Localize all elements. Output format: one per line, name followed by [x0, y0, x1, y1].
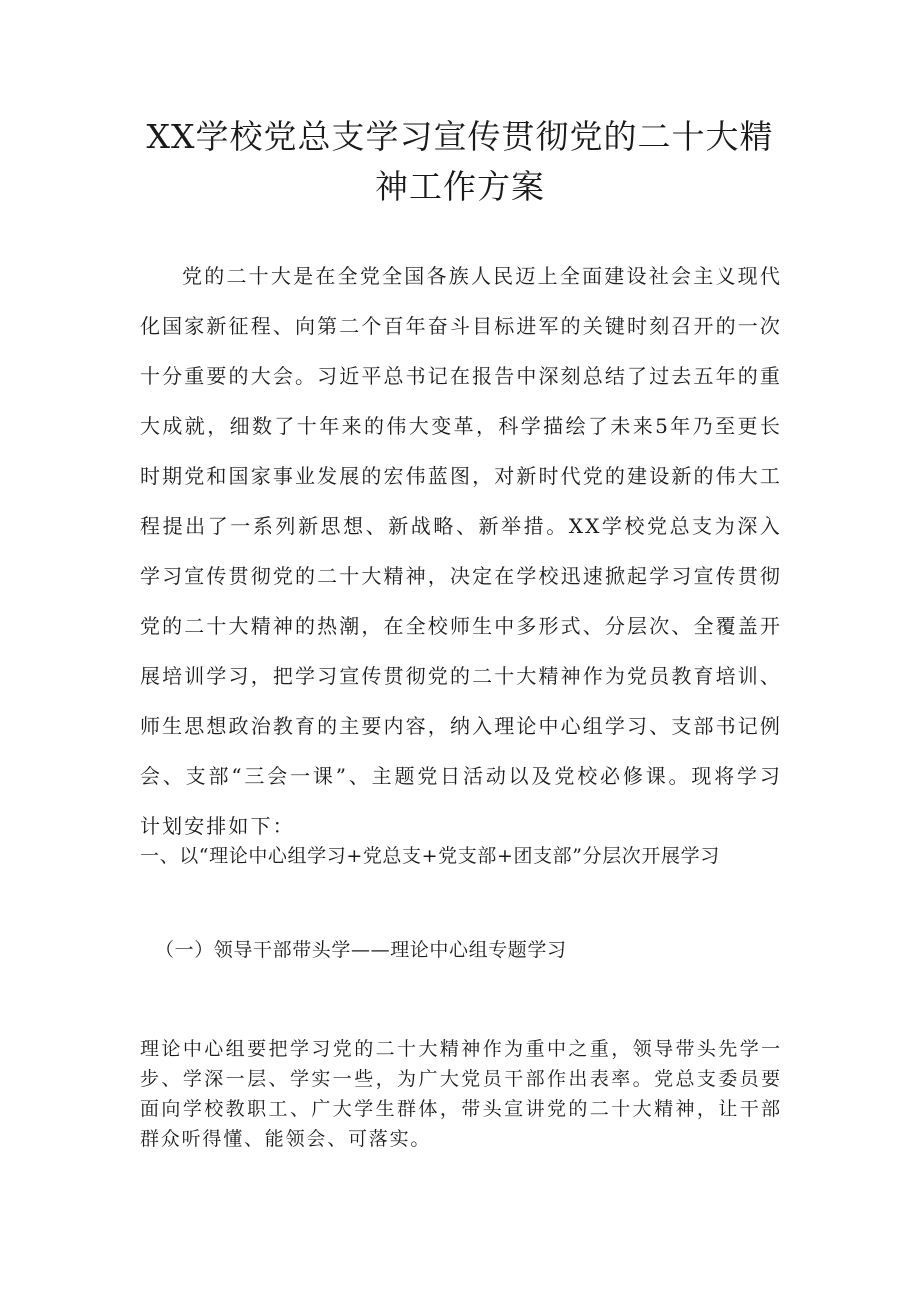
- document-title-line-1: XX学校党总支学习宣传贯彻党的二十大精: [146, 117, 774, 156]
- subsection-1-body: 理论中心组要把学习党的二十大精神作为重中之重，领导带头先学一步、学深一层、学实一些，为广大党员干部作出表率。党总支委员要面向学校教职工、广大学生群体，带头宣讲党的二十大精神，让干部群众听得懂、能领会、可落实。: [140, 1038, 782, 1150]
- intro-paragraph: 党的二十大是在全党全国各族人民迈上全面建设社会主义现代化国家新征程、向第二个百年奋斗目标进军的关键时刻召开的一次十分重要的大会。习近平总书记在报告中深刻总结了过去五年的重大成就，细数了十年来的伟大变革，科学描绘了未来5年乃至更长时期党和国家事业发展的宏伟蓝图，对新时代党的建设新的伟大工程提出了一系列新思想、新战略、新举措。XX学校党总支为深入学习宣传贯彻党的二十大精神，决定在学校迅速掀起学习宣传贯彻党的二十大精神的热潮，在全校师生中多形式、分层次、全覆盖开展培训学习，把学习宣传贯彻党的二十大精神作为党员教育培训、师生思想政治教育的主要内容，纳入理论中心组学习、支部书记例会、支部“三会一课”、主题党日活动以及党校必修课。现将学习计划安排如下：: [140, 264, 782, 838]
- document-title: [120, 112, 800, 212]
- document-title-line-2: 神工作方案: [375, 167, 545, 206]
- subsection-1-heading: （一）领导干部带头学——理论中心组专题学习: [155, 939, 567, 961]
- section-1-heading: 一、以“理论中心组学习+党总支+党支部+团支部”分层次开展学习: [140, 845, 720, 867]
